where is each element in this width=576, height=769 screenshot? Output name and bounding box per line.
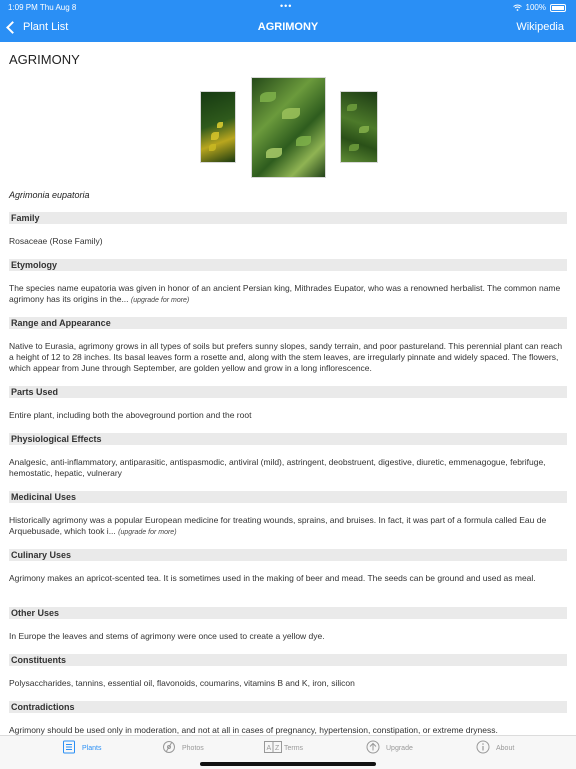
status-time: 1:09 PM Thu Aug 8 [8,3,77,12]
section-body [9,678,567,689]
back-label: Plant List [23,21,69,33]
section-text: Entire plant, including both the aboveground portion and the root [9,410,252,420]
section-heading: Contradictions [9,701,567,713]
plant-title: AGRIMONY [9,52,80,67]
battery-percent: 100% [525,3,546,12]
info-icon [476,740,490,754]
section-text: Polysaccharides, tannins, essential oil, flavonoids, coumarins, vitamins B and K, iron, silicon [9,678,355,688]
section-heading: Constituents [9,654,567,666]
tab-label: Photos [182,745,204,752]
section-text: Historically agrimony was a popular European medicine for treating wounds, sprains, and bruises. In fact, it was part of a formula called Eau de Arquebusade, which took i... [9,515,547,536]
section-medicinal-uses [9,491,567,538]
section-text: Native to Eurasia, agrimony grows in all types of soils but prefers sunny slopes, sandy terrain, and poor pastureland. This perennial plant can reach a height of 12 to 28 inches. Its basal leaves form a rosette and, along with the stem leaves, are irregularly pinnate and widely spaced. The flowers, which appear from June through September, are golden yellow and grow in a long inflorescence. [9,341,563,373]
section-constituents [9,654,567,689]
section-body [9,341,567,374]
tab-about[interactable] [476,740,576,758]
navigation-bar [0,14,576,42]
section-body [9,725,567,735]
section-text: Agrimony makes an apricot-scented tea. It is sometimes used in the making of beer and mead. The seeds can be ground and used as meal. [9,573,536,583]
section-heading: Family [9,212,567,224]
section-heading: Other Uses [9,607,567,619]
section-heading: Range and Appearance [9,317,567,329]
flower-icon [162,740,176,754]
svg-text:Z: Z [275,745,280,752]
plant-detail-content[interactable] [0,42,576,735]
list-icon [62,740,76,754]
section-body [9,515,567,538]
section-text: Rosaceae (Rose Family) [9,236,103,246]
section-parts-used [9,386,567,421]
section-body [9,283,567,306]
tab-label: About [496,745,515,752]
battery-icon [550,4,566,12]
section-culinary-uses [9,549,567,584]
tab-label: Terms [284,745,304,752]
section-body [9,631,567,642]
section-body [9,410,567,421]
wifi-icon [513,4,522,11]
section-heading: Medicinal Uses [9,491,567,503]
plant-photo-2[interactable] [251,77,326,178]
tab-label: Upgrade [386,745,413,752]
tab-upgrade[interactable] [366,740,466,758]
upgrade-link[interactable]: (upgrade for more) [118,529,177,536]
section-text: Agrimony should be used only in moderation, and not at all in cases of pregnancy, hypertension, constipation, or extreme dryness. [9,725,498,735]
section-body [9,457,567,479]
section-text: In Europe the leaves and stems of agrimony were once used to create a yellow dye. [9,631,325,641]
section-heading: Etymology [9,259,567,271]
plant-photo-3[interactable] [340,91,378,163]
tab-label: Plants [82,745,102,752]
section-heading: Culinary Uses [9,549,567,561]
nav-title: AGRIMONY [257,21,319,33]
az-icon [264,740,282,754]
tab-plants[interactable] [62,740,162,758]
photo-gallery[interactable] [0,75,576,179]
section-range-appearance [9,317,567,374]
section-heading: Parts Used [9,386,567,398]
tab-terms[interactable] [264,740,364,758]
tab-photos[interactable] [162,740,262,758]
status-right [513,3,566,12]
plant-photo-1[interactable] [200,91,236,163]
section-text: Analgesic, anti-inflammatory, antiparasitic, antispasmodic, antiviral (mild), astringent, deobstruent, digestive, diuretic, emmenagogue, febrifuge, hemostatic, hepatic, vulnerary [9,457,546,478]
section-text: The species name eupatoria was given in honor of an ancient Persian king, Mithrades Eupator, who was a renowned herbalist. The common name agrimony has its origins in the... [9,283,561,304]
section-contradictions [9,701,567,735]
section-heading: Physiological Effects [9,433,567,445]
upgrade-link[interactable]: (upgrade for more) [130,297,190,304]
status-bar [0,0,576,14]
wikipedia-button[interactable]: Wikipedia [516,21,564,33]
latin-name: Agrimonia eupatoria [9,190,90,200]
svg-text:A: A [266,745,272,752]
section-physiological-effects [9,433,567,479]
section-body [9,236,567,247]
multitask-dots[interactable]: ••• [280,1,293,11]
section-etymology [9,259,567,306]
home-indicator[interactable] [200,762,376,766]
section-family [9,212,567,247]
section-body [9,573,567,584]
upgrade-arrow-icon [366,740,380,754]
section-other-uses [9,607,567,642]
